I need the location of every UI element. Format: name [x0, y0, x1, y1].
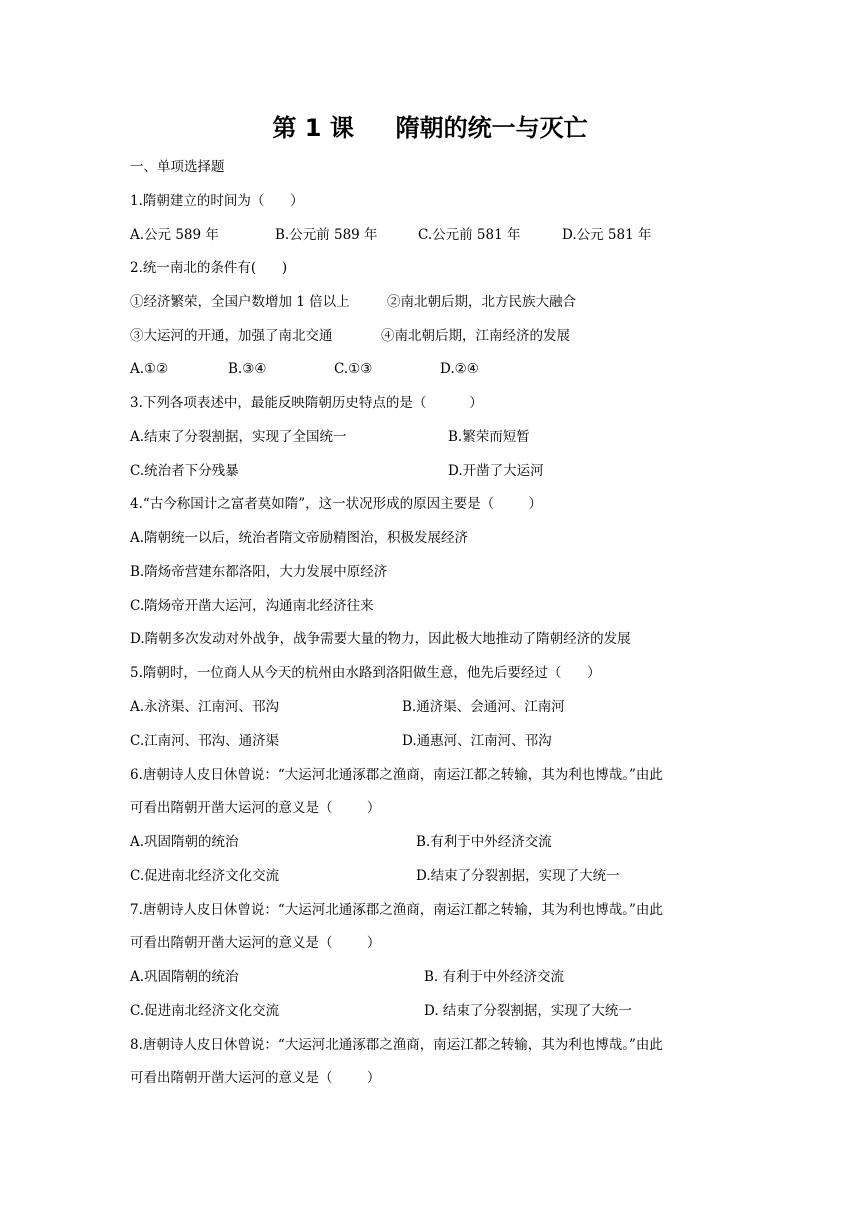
question-4-option-b: B.隋炀帝营建东都洛阳，大力发展中原经济 [130, 564, 388, 580]
question-2-option-d: D.②④ [440, 361, 479, 377]
question-1-option-d: D.公元 581 年 [562, 227, 652, 243]
question-3-stem: 3.下列各项表述中，最能反映隋朝历史特点的是（ ） [130, 395, 483, 411]
question-6-option-c: C.促进南北经济文化交流 [130, 868, 280, 884]
question-3-option-d: D.开凿了大运河 [448, 463, 544, 479]
question-2-stem: 2.统一南北的条件有( ) [130, 260, 288, 276]
question-7-option-d: D. 结束了分裂割据，实现了大统一 [424, 1003, 632, 1019]
page-title: 第 1 课 隋朝的统一与灭亡 [272, 114, 588, 142]
question-6-option-d: D.结束了分裂割据，实现了大统一 [416, 868, 620, 884]
question-2-item-2: ②南北朝后期，北方民族大融合 [387, 294, 576, 310]
question-2-item-4: ④南北朝后期，江南经济的发展 [381, 328, 570, 344]
question-4-option-d: D.隋朝多次发动对外战争，战争需要大量的物力，因此极大地推动了隋朝经济的发展 [130, 631, 631, 647]
question-5-option-d: D.通惠河、江南河、邗沟 [402, 733, 552, 749]
question-6-option-a: A.巩固隋朝的统治 [130, 834, 239, 850]
question-2-option-c: C.①③ [334, 361, 373, 377]
question-6-option-b: B.有利于中外经济交流 [416, 834, 552, 850]
question-6-stem-line-2: 可看出隋朝开凿大运河的意义是（ ） [130, 800, 381, 816]
question-8-stem-line-2: 可看出隋朝开凿大运河的意义是（ ） [130, 1070, 381, 1086]
question-5-option-b: B.通济渠、会通河、江南河 [402, 699, 565, 715]
question-7-option-c: C.促进南北经济文化交流 [130, 1003, 280, 1019]
question-2-item-1: ①经济繁荣，全国户数增加 1 倍以上 [130, 294, 350, 310]
question-7-option-a: A.巩固隋朝的统治 [130, 969, 239, 985]
question-5-option-a: A.永济渠、江南河、邗沟 [130, 699, 280, 715]
section-heading: 一、单项选择题 [130, 159, 225, 175]
question-7-stem-line-1: 7.唐朝诗人皮日休曾说：“大运河北通涿郡之渔商，南运江都之转输，其为利也博哉。”由此 [130, 902, 663, 918]
question-4-stem: 4.“古今称国计之富者莫如隋”，这一状况形成的原因主要是（ ） [130, 496, 543, 512]
question-4-option-c: C.隋炀帝开凿大运河，沟通南北经济往来 [130, 598, 374, 614]
question-8-stem-line-1: 8.唐朝诗人皮日休曾说：“大运河北通涿郡之渔商，南运江都之转输，其为利也博哉。”由此 [130, 1037, 663, 1053]
question-2-item-3: ③大运河的开通，加强了南北交通 [130, 328, 333, 344]
question-2-option-a: A.①② [130, 361, 169, 377]
question-3-option-b: B.繁荣而短暂 [448, 429, 530, 445]
question-3-option-c: C.统治者下分残暴 [130, 463, 239, 479]
question-1-option-b: B.公元前 589 年 [275, 227, 378, 243]
question-1-stem: 1.隋朝建立的时间为（ ） [130, 193, 304, 209]
question-1-option-c: C.公元前 581 年 [418, 227, 521, 243]
question-4-option-a: A.隋朝统一以后，统治者隋文帝励精图治，积极发展经济 [130, 530, 469, 546]
question-5-stem: 5.隋朝时，一位商人从今天的杭州由水路到洛阳做生意，他先后要经过（ ） [130, 665, 601, 681]
question-5-option-c: C.江南河、邗沟、通济渠 [130, 733, 280, 749]
question-6-stem-line-1: 6.唐朝诗人皮日休曾说：“大运河北通涿郡之渔商，南运江都之转输，其为利也博哉。”由此 [130, 767, 663, 783]
question-2-option-b: B.③④ [228, 361, 267, 377]
question-7-stem-line-2: 可看出隋朝开凿大运河的意义是（ ） [130, 935, 381, 951]
question-1-option-a: A.公元 589 年 [130, 227, 219, 243]
question-3-option-a: A.结束了分裂割据，实现了全国统一 [130, 429, 347, 445]
question-7-option-b: B. 有利于中外经济交流 [424, 969, 565, 985]
